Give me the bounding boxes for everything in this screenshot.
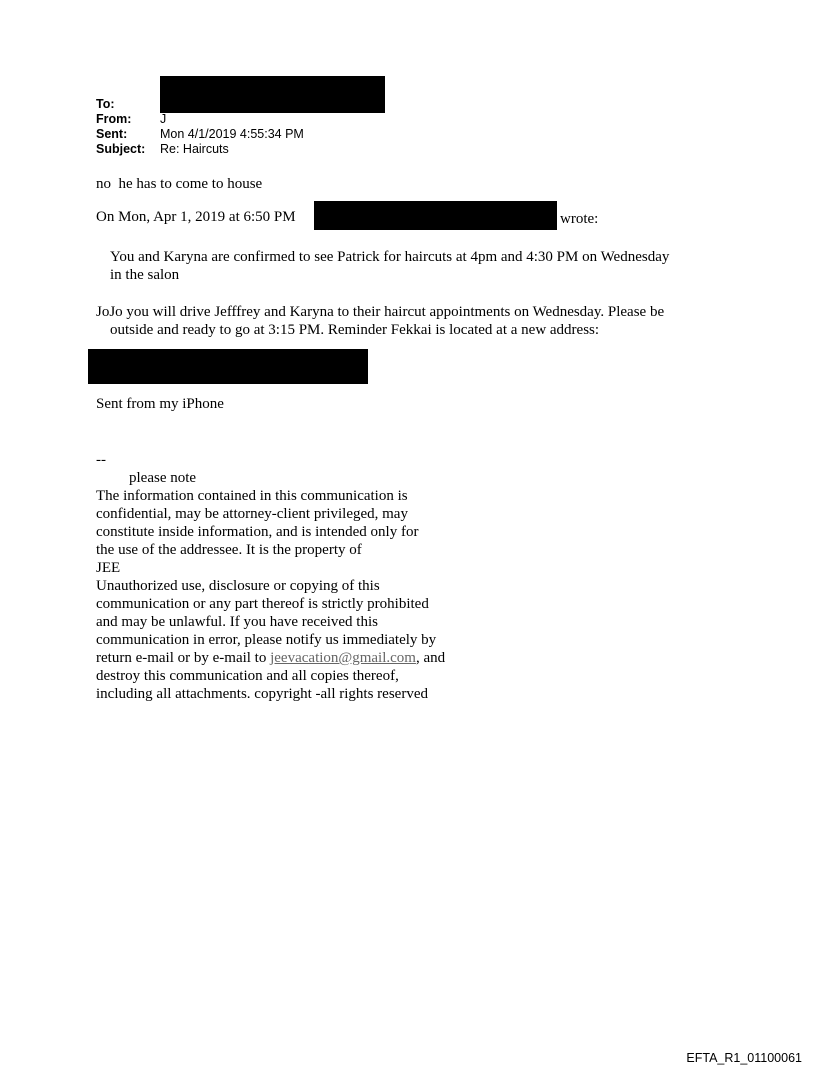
email-header bbox=[96, 97, 304, 157]
from-value: J bbox=[160, 112, 167, 126]
quote-intro: On Mon, Apr 1, 2019 at 6:50 PM bbox=[96, 209, 296, 225]
subject-row bbox=[96, 142, 304, 157]
subject-value: Re: Haircuts bbox=[160, 142, 229, 156]
from-label: From: bbox=[96, 112, 132, 126]
to-row bbox=[96, 97, 304, 112]
to-label: To: bbox=[96, 97, 115, 111]
notice-line: communication in error, please notify us immediately by bbox=[96, 632, 437, 648]
notice-line: The information contained in this communication is bbox=[96, 488, 408, 504]
redaction-block-address bbox=[88, 349, 368, 384]
sent-from-line: Sent from my iPhone bbox=[96, 396, 224, 412]
signature-dashes: -- bbox=[96, 452, 106, 468]
notice-line: and may be unlawful. If you have received this bbox=[96, 614, 378, 630]
sent-row bbox=[96, 127, 304, 142]
document-id: EFTA_R1_01100061 bbox=[686, 1051, 802, 1065]
quote-wrote: wrote: bbox=[560, 211, 599, 227]
notice-line: communication or any part thereof is strictly prohibited bbox=[96, 596, 429, 612]
jojo-line-1: JoJo you will drive Jefffrey and Karyna to their haircut appointments on Wednesday. Please be bbox=[96, 304, 665, 320]
notice-line: constitute inside information, and is intended only for bbox=[96, 524, 419, 540]
from-row bbox=[96, 112, 304, 127]
redaction-block-sender bbox=[314, 201, 557, 230]
quoted-message-line-1: You and Karyna are confirmed to see Patrick for haircuts at 4pm and 4:30 PM on Wednesday bbox=[110, 249, 670, 265]
reply-line: no he has to come to house bbox=[96, 176, 263, 192]
email-link[interactable]: jeevacation@gmail.com bbox=[270, 650, 416, 666]
notice-line: Unauthorized use, disclosure or copying of this bbox=[96, 578, 380, 594]
notice-line: JEE bbox=[96, 560, 121, 576]
jojo-line-2: outside and ready to go at 3:15 PM. Reminder Fekkai is located at a new address: bbox=[110, 322, 600, 338]
notice-line: including all attachments. copyright -all rights reserved bbox=[96, 686, 428, 702]
confidentiality-notice bbox=[96, 487, 445, 703]
notice-email-line bbox=[96, 649, 445, 667]
email-prefix: return e-mail or by e-mail to bbox=[96, 650, 271, 666]
please-note: please note bbox=[129, 470, 197, 486]
notice-line: destroy this communication and all copies thereof, bbox=[96, 668, 399, 684]
sent-value: Mon 4/1/2019 4:55:34 PM bbox=[160, 127, 304, 141]
subject-label: Subject: bbox=[96, 142, 146, 156]
notice-line: confidential, may be attorney-client privileged, may bbox=[96, 506, 408, 522]
sent-label: Sent: bbox=[96, 127, 128, 141]
quoted-message-line-2: in the salon bbox=[110, 267, 180, 283]
email-suffix: , and bbox=[415, 650, 446, 666]
notice-line: the use of the addressee. It is the property of bbox=[96, 542, 362, 558]
